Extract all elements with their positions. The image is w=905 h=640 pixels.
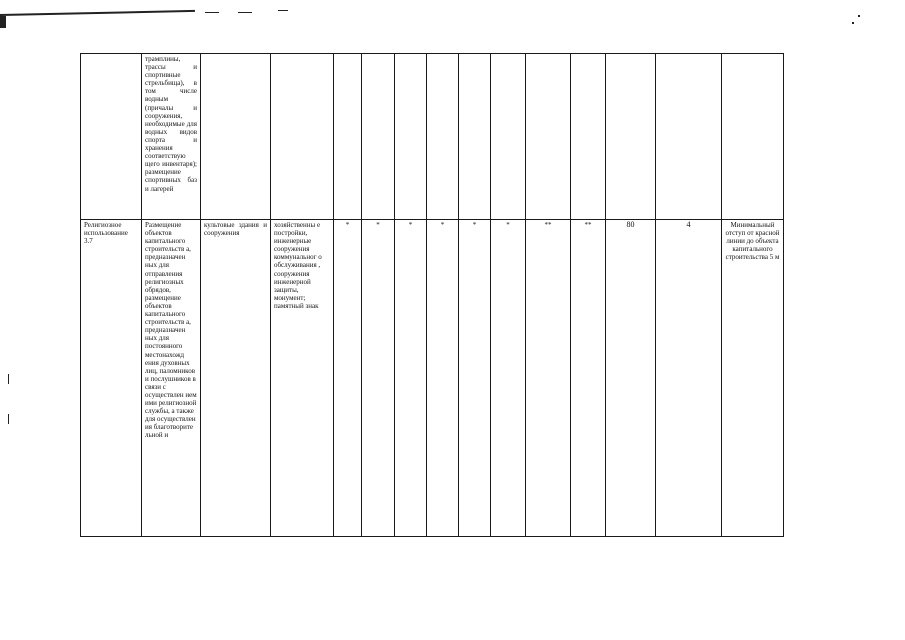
cell-param — [362, 54, 395, 220]
cell-description: трамплины, трассы и спортивные стрельбища), в том числе водным (причалы и сооружения, необходимые для водных видов спорта и хранения соответствую щего инвентаря); размещение спортивных баз и лагерей — [142, 54, 201, 220]
scan-edge-dash — [238, 12, 252, 13]
param-mark: * — [395, 220, 427, 537]
cell-param — [491, 54, 526, 220]
scan-edge-dash — [205, 12, 219, 13]
cell-param — [459, 54, 491, 220]
cell-value — [606, 54, 656, 220]
cell-name — [81, 54, 142, 220]
scan-edge-line — [0, 10, 195, 16]
param-mark: * — [491, 220, 526, 537]
cell-main-uses: культовые здания и сооружения — [201, 220, 271, 537]
cell-aux-uses: хозяйственны е постройки, инженерные сооружения коммунальног о обслуживания , сооружения инженерной защиты, монумент; памятный знак — [271, 220, 334, 537]
cell-aux-uses — [271, 54, 334, 220]
setback-note: Минимальный отступ от красной линии до объекта капитального строительства 5 м — [722, 220, 784, 537]
cell-description: Размещение объектов капитального строительств а, предназначен ных для отправления религиозных обрядов, размещение объектов капитального строительств а, предназначен ных для постоянного местонахожд ения духовных лиц, паломников и послушников в связи с осуществлен ием ими религиозной службы, а также для осуществлен ия благотворите льной и — [142, 220, 201, 537]
floors-value: 4 — [656, 220, 722, 537]
scan-edge-line — [0, 16, 6, 28]
table-row-religious-use — [81, 220, 784, 537]
cell-param — [571, 54, 606, 220]
scan-speck — [852, 22, 854, 24]
param-mark: * — [427, 220, 459, 537]
param-mark: * — [334, 220, 362, 537]
table-row-sports-fragment — [81, 54, 784, 220]
cell-value — [656, 54, 722, 220]
cell-param — [334, 54, 362, 220]
param-mark: ** — [571, 220, 606, 537]
max-coverage-value: 80 — [606, 220, 656, 537]
cell-param — [427, 54, 459, 220]
cell-name-code: Религиозное использование 3.7 — [81, 220, 142, 537]
cell-param — [526, 54, 571, 220]
scan-speck — [8, 374, 9, 384]
param-mark: * — [362, 220, 395, 537]
cell-param — [395, 54, 427, 220]
scan-speck — [858, 15, 860, 17]
scan-speck — [8, 414, 9, 424]
param-mark: * — [459, 220, 491, 537]
scan-edge-dash — [278, 10, 288, 11]
cell-main-uses — [201, 54, 271, 220]
zoning-regulations-table — [80, 53, 784, 537]
param-mark: ** — [526, 220, 571, 537]
cell-note — [722, 54, 784, 220]
